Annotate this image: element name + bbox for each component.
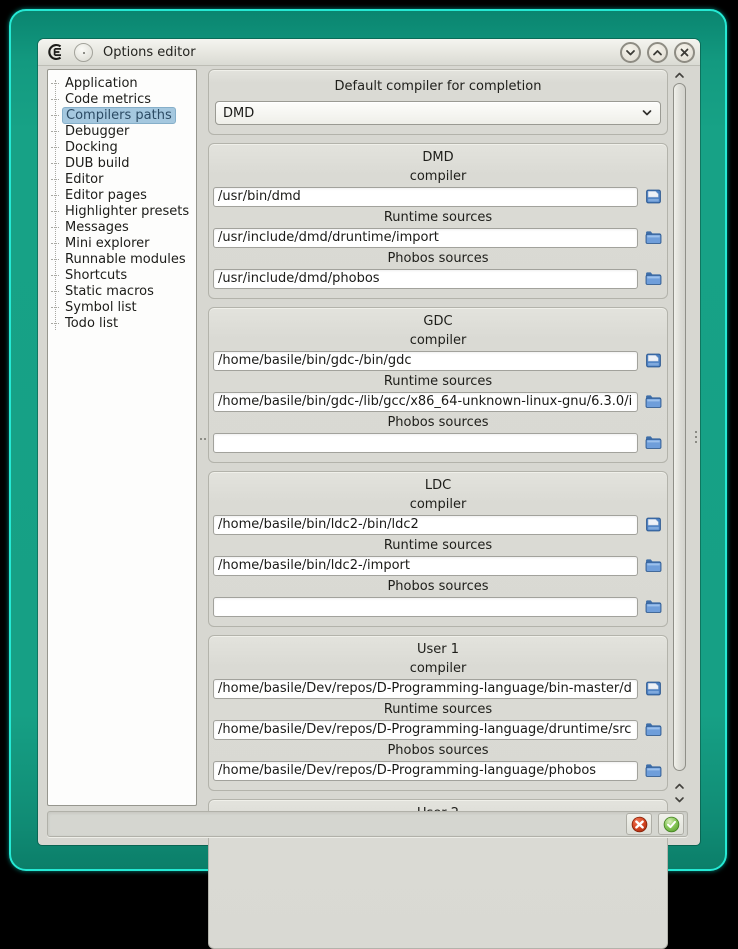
chevron-up-icon xyxy=(674,782,685,791)
sidebar-item-static-macros[interactable]: Static macros xyxy=(48,283,196,299)
user1-compiler-input[interactable] xyxy=(213,679,638,699)
group-title: DMD xyxy=(422,150,454,165)
main-scrollbar[interactable] xyxy=(671,69,688,806)
tree-rail xyxy=(55,80,56,330)
window-title: Options editor xyxy=(103,44,196,60)
group-title: Default compiler for completion xyxy=(334,79,542,94)
pick-folder-button[interactable] xyxy=(643,228,663,248)
content-area xyxy=(47,69,688,806)
dmd-compiler-input[interactable] xyxy=(213,187,638,207)
open-file-icon xyxy=(645,516,662,533)
category-tree xyxy=(47,69,197,806)
scrollbar-track[interactable] xyxy=(672,82,687,780)
scroll-down-button[interactable] xyxy=(672,793,687,806)
ldc-group xyxy=(208,471,668,627)
scrollbar-thumb[interactable] xyxy=(673,83,686,771)
folder-icon xyxy=(645,598,662,615)
phobos-sources-label: Phobos sources xyxy=(387,743,489,758)
open-file-icon xyxy=(645,352,662,369)
sidebar-item-debugger[interactable]: Debugger xyxy=(48,123,196,139)
pick-folder-button[interactable] xyxy=(643,720,663,740)
sidebar-item-application[interactable]: Application xyxy=(48,75,196,91)
compiler-label: compiler xyxy=(409,497,467,512)
ldc-compiler-input[interactable] xyxy=(213,515,638,535)
dialog-footer xyxy=(47,811,688,837)
maximize-button[interactable] xyxy=(647,42,668,63)
runtime-sources-label: Runtime sources xyxy=(383,538,493,553)
user1-group xyxy=(208,635,668,791)
dmd-group xyxy=(208,143,668,299)
minimize-button[interactable] xyxy=(620,42,641,63)
cancel-button[interactable] xyxy=(626,813,652,835)
gdc-group xyxy=(208,307,668,463)
group-title: LDC xyxy=(424,478,452,493)
pick-folder-button[interactable] xyxy=(643,433,663,453)
folder-icon xyxy=(645,762,662,779)
sidebar-item-messages[interactable]: Messages xyxy=(48,219,196,235)
user1-phobos-input[interactable] xyxy=(213,761,638,781)
chevron-down-icon xyxy=(674,795,685,804)
pick-folder-button[interactable] xyxy=(643,392,663,412)
sidebar-item-shortcuts[interactable]: Shortcuts xyxy=(48,267,196,283)
runtime-sources-label: Runtime sources xyxy=(383,374,493,389)
folder-icon xyxy=(645,721,662,738)
scroll-up-button-bottom[interactable] xyxy=(672,780,687,793)
pick-file-button[interactable] xyxy=(643,351,663,371)
phobos-sources-label: Phobos sources xyxy=(387,251,489,266)
ldc-phobos-input[interactable] xyxy=(213,597,638,617)
chevron-up-icon xyxy=(674,71,685,80)
sidebar-item-mini-explorer[interactable]: Mini explorer xyxy=(48,235,196,251)
pick-folder-button[interactable] xyxy=(643,556,663,576)
sidebar-item-highlighter-presets[interactable]: Highlighter presets xyxy=(48,203,196,219)
folder-icon xyxy=(645,229,662,246)
sidebar-item-code-metrics[interactable]: Code metrics xyxy=(48,91,196,107)
sidebar-item-editor-pages[interactable]: Editor pages xyxy=(48,187,196,203)
accept-green-check-icon xyxy=(663,816,680,833)
selected-compiler: DMD xyxy=(223,105,255,121)
compiler-label: compiler xyxy=(409,169,467,184)
phobos-sources-label: Phobos sources xyxy=(387,415,489,430)
titlebar[interactable] xyxy=(38,39,700,66)
ldc-runtime-input[interactable] xyxy=(213,556,638,576)
resize-grip-icon[interactable] xyxy=(695,431,697,446)
sidebar-item-runnable-modules[interactable]: Runnable modules xyxy=(48,251,196,267)
accept-button[interactable] xyxy=(658,813,684,835)
compiler-label: compiler xyxy=(409,333,467,348)
pick-file-button[interactable] xyxy=(643,515,663,535)
pick-file-button[interactable] xyxy=(643,187,663,207)
gdc-runtime-input[interactable] xyxy=(213,392,638,412)
user1-runtime-input[interactable] xyxy=(213,720,638,740)
close-button[interactable] xyxy=(674,42,695,63)
sidebar-item-dub-build[interactable]: DUB build xyxy=(48,155,196,171)
default-compiler-select[interactable] xyxy=(215,101,661,125)
runtime-sources-label: Runtime sources xyxy=(383,702,493,717)
sidebar-item-todo-list[interactable]: Todo list xyxy=(48,315,196,331)
open-file-icon xyxy=(645,680,662,697)
gdc-phobos-input[interactable] xyxy=(213,433,638,453)
pick-folder-button[interactable] xyxy=(643,269,663,289)
window-menu-button[interactable] xyxy=(74,43,93,62)
sidebar-item-compilers-paths[interactable]: Compilers paths xyxy=(48,107,196,123)
chevron-down-icon xyxy=(641,107,653,119)
compiler-label: compiler xyxy=(409,661,467,676)
default-compiler-group xyxy=(208,69,668,135)
dmd-runtime-input[interactable] xyxy=(213,228,638,248)
splitter-grip-icon xyxy=(200,438,202,440)
scroll-up-button[interactable] xyxy=(672,69,687,82)
runtime-sources-label: Runtime sources xyxy=(383,210,493,225)
dmd-phobos-input[interactable] xyxy=(213,269,638,289)
pick-folder-button[interactable] xyxy=(643,761,663,781)
compilers-paths-panel xyxy=(208,69,668,806)
group-title: User 1 xyxy=(416,642,460,657)
phobos-sources-label: Phobos sources xyxy=(387,579,489,594)
gdc-compiler-input[interactable] xyxy=(213,351,638,371)
group-title: GDC xyxy=(423,314,453,329)
sidebar-item-docking[interactable]: Docking xyxy=(48,139,196,155)
cancel-red-x-icon xyxy=(631,816,648,833)
folder-icon xyxy=(645,270,662,287)
options-editor-window xyxy=(38,39,700,845)
folder-icon xyxy=(645,557,662,574)
sidebar-item-editor[interactable]: Editor xyxy=(48,171,196,187)
pick-file-button[interactable] xyxy=(643,679,663,699)
pick-folder-button[interactable] xyxy=(643,597,663,617)
coedit-logo-icon xyxy=(45,42,67,62)
folder-icon xyxy=(645,434,662,451)
folder-icon xyxy=(645,393,662,410)
window-frame xyxy=(9,9,727,871)
sidebar-item-symbol-list[interactable]: Symbol list xyxy=(48,299,196,315)
open-file-icon xyxy=(645,188,662,205)
sidebar-splitter[interactable] xyxy=(197,69,208,806)
